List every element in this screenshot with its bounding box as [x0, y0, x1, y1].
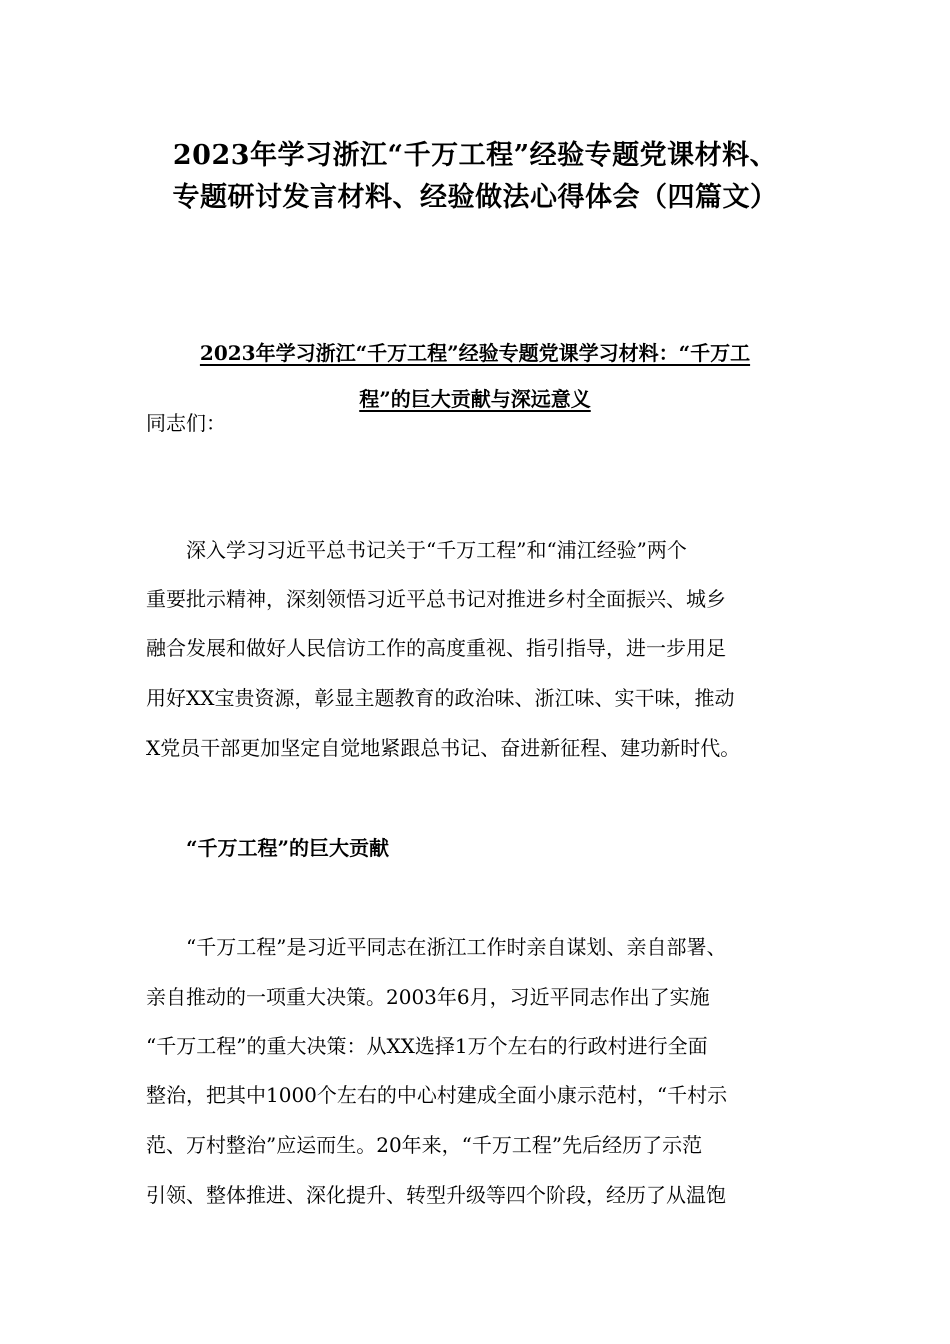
main-title-line-1: 2023年学习浙江“千万工程”经验专题党课材料、: [172, 140, 778, 171]
paragraph-2-line-3: “千万工程”的重大决策：从XX选择1万个左右的行政村进行全面: [146, 1034, 708, 1058]
paragraph-1-line-3: 融合发展和做好人民信访工作的高度重视、指引指导，进一步用足: [146, 636, 726, 660]
paragraph-1-line-2: 重要批示精神，深刻领悟习近平总书记对推进乡村全面振兴、城乡: [146, 587, 726, 611]
paragraph-2-line-4: 整治，把其中1000个左右的中心村建成全面小康示范村，“千村示: [146, 1083, 728, 1107]
article-title-line-1: 2023年学习浙江“千万工程”经验专题党课学习材料：“千万工: [199, 341, 751, 365]
paragraph-1-line-4: 用好XX宝贵资源，彰显主题教育的政治味、浙江味、实干味，推动: [146, 686, 735, 710]
paragraph-1-line-5: X党员干部更加坚定自觉地紧跟总书记、奋进新征程、建功新时代。: [146, 736, 741, 760]
article-title-line-2: 程”的巨大贡献与深远意义: [359, 387, 591, 411]
paragraph-2-line-6: 引领、整体推进、深化提升、转型升级等四个阶段，经历了从温饱: [146, 1183, 726, 1207]
paragraph-2-line-2: 亲自推动的一项重大决策。2003年6月，习近平同志作出了实施: [146, 985, 710, 1009]
main-title-line-2: 专题研讨发言材料、经验做法心得体会（四篇文）: [172, 182, 778, 213]
salutation: 同志们：: [146, 411, 226, 435]
paragraph-2-line-5: 范、万村整治”应运而生。20年来，“千万工程”先后经历了示范: [146, 1133, 703, 1157]
paragraph-1-line-1: 深入学习习近平总书记关于“千万工程”和“浦江经验”两个: [186, 538, 687, 562]
paragraph-2-line-1: “千万工程”是习近平同志在浙江工作时亲自谋划、亲自部署、: [186, 935, 727, 959]
section-heading: “千万工程”的巨大贡献: [186, 836, 390, 860]
